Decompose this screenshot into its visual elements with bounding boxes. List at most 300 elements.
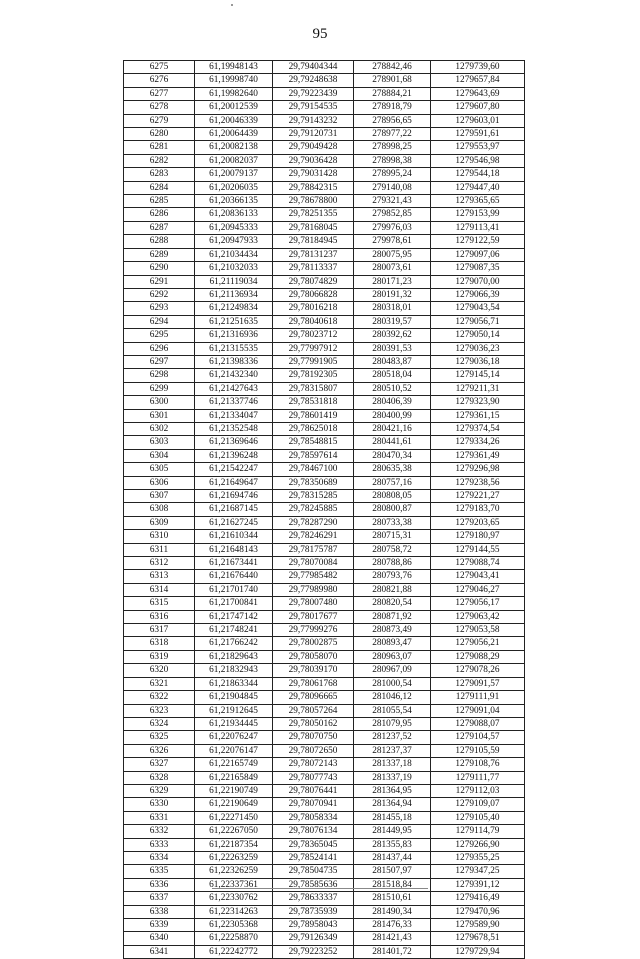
table-cell-lon: 29,79223439 (273, 87, 354, 100)
table-cell-lon: 29,77985482 (273, 570, 354, 583)
table-cell-lat: 61,20366135 (195, 195, 273, 208)
table-cell-lat: 61,21694746 (195, 490, 273, 503)
table-row (124, 557, 525, 570)
table-cell-lat: 61,21829643 (195, 650, 273, 663)
table-cell-x: 281490,34 (354, 905, 431, 918)
table-cell-y: 1279105,59 (431, 744, 525, 757)
table-row (124, 128, 525, 141)
table-cell-y: 1279365,65 (431, 195, 525, 208)
table-cell-point: 6298 (124, 369, 195, 382)
table-cell-point: 6335 (124, 865, 195, 878)
table-cell-lat: 61,21863344 (195, 677, 273, 690)
table-cell-x: 280800,87 (354, 503, 431, 516)
table-cell-y: 1279361,49 (431, 449, 525, 462)
table-cell-lat: 61,20046339 (195, 114, 273, 127)
table-cell-y: 1279043,41 (431, 570, 525, 583)
table-row (124, 463, 525, 476)
table-cell-y: 1279056,71 (431, 315, 525, 328)
table-cell-point: 6338 (124, 905, 195, 918)
table-cell-x: 281355,83 (354, 838, 431, 851)
table-cell-y: 1279091,57 (431, 677, 525, 690)
table-cell-lat: 61,21251635 (195, 315, 273, 328)
table-cell-y: 1279036,18 (431, 355, 525, 368)
table-cell-lon: 29,78625018 (273, 422, 354, 435)
table-cell-lat: 61,22258870 (195, 932, 273, 945)
table-cell-lon: 29,78958043 (273, 919, 354, 932)
table-cell-point: 6332 (124, 825, 195, 838)
table-cell-y: 1279108,76 (431, 758, 525, 771)
table-cell-x: 281518,84 (354, 878, 431, 891)
table-cell-x: 280073,61 (354, 262, 431, 275)
table-cell-lat: 61,22263259 (195, 851, 273, 864)
table-cell-y: 1279203,65 (431, 516, 525, 529)
table-cell-lon: 29,77997912 (273, 342, 354, 355)
table-row (124, 825, 525, 838)
table-cell-lat: 61,22165749 (195, 758, 273, 771)
table-cell-lat: 61,21396248 (195, 449, 273, 462)
table-cell-lon: 29,78524141 (273, 851, 354, 864)
table-cell-x: 281337,18 (354, 758, 431, 771)
table-cell-x: 280793,76 (354, 570, 431, 583)
table-cell-lon: 29,77999276 (273, 624, 354, 637)
table-cell-y: 1279063,42 (431, 610, 525, 623)
table-cell-lat: 61,21542247 (195, 463, 273, 476)
table-cell-point: 6287 (124, 221, 195, 234)
table-cell-lon: 29,78113337 (273, 262, 354, 275)
table-row (124, 597, 525, 610)
table-cell-lat: 61,21369646 (195, 436, 273, 449)
table-row (124, 677, 525, 690)
table-cell-x: 278977,22 (354, 128, 431, 141)
table-row (124, 382, 525, 395)
table-cell-lat: 61,22330762 (195, 892, 273, 905)
table-cell-y: 1279070,00 (431, 275, 525, 288)
table-cell-x: 279978,61 (354, 235, 431, 248)
table-row (124, 664, 525, 677)
table-cell-point: 6304 (124, 449, 195, 462)
table-cell-x: 280075,95 (354, 248, 431, 261)
table-cell-lon: 29,78131237 (273, 248, 354, 261)
table-cell-y: 1279036,23 (431, 342, 525, 355)
table-cell-lat: 61,21136934 (195, 288, 273, 301)
table-cell-point: 6310 (124, 530, 195, 543)
table-cell-point: 6317 (124, 624, 195, 637)
table-cell-y: 1279088,29 (431, 650, 525, 663)
table-cell-x: 280392,62 (354, 329, 431, 342)
table-cell-lat: 61,21352548 (195, 422, 273, 435)
table-cell-point: 6322 (124, 691, 195, 704)
table-row (124, 409, 525, 422)
table-cell-point: 6290 (124, 262, 195, 275)
table-cell-point: 6327 (124, 758, 195, 771)
table-cell-point: 6325 (124, 731, 195, 744)
table-row (124, 181, 525, 194)
table-cell-x: 279852,85 (354, 208, 431, 221)
table-cell-lat: 61,21610344 (195, 530, 273, 543)
table-cell-lat: 61,20206035 (195, 181, 273, 194)
table-cell-lat: 61,21700841 (195, 597, 273, 610)
table-cell-lon: 29,79248638 (273, 74, 354, 87)
table-row (124, 945, 525, 958)
table-cell-lat: 61,20082037 (195, 154, 273, 167)
table-cell-lat: 61,21701740 (195, 583, 273, 596)
table-cell-point: 6289 (124, 248, 195, 261)
table-cell-point: 6333 (124, 838, 195, 851)
table-row (124, 87, 525, 100)
table-cell-point: 6293 (124, 302, 195, 315)
table-cell-x: 281455,18 (354, 811, 431, 824)
table-cell-x: 280821,88 (354, 583, 431, 596)
table-cell-y: 1279183,70 (431, 503, 525, 516)
table-cell-lat: 61,21398336 (195, 355, 273, 368)
table-cell-y: 1279112,03 (431, 784, 525, 797)
table-cell-point: 6315 (124, 597, 195, 610)
table-row (124, 865, 525, 878)
table-cell-lon: 29,78057264 (273, 704, 354, 717)
table-cell-y: 1279416,49 (431, 892, 525, 905)
table-cell-lon: 29,78467100 (273, 463, 354, 476)
table-row (124, 919, 525, 932)
table-row (124, 851, 525, 864)
table-cell-point: 6329 (124, 784, 195, 797)
table-cell-x: 281237,37 (354, 744, 431, 757)
table-cell-lat: 61,21427643 (195, 382, 273, 395)
table-cell-y: 1279334,26 (431, 436, 525, 449)
table-cell-lat: 61,20836133 (195, 208, 273, 221)
table-row (124, 114, 525, 127)
table-cell-lon: 29,78076441 (273, 784, 354, 797)
table-cell-x: 280757,16 (354, 476, 431, 489)
table-cell-lon: 29,77989980 (273, 583, 354, 596)
table-cell-point: 6284 (124, 181, 195, 194)
table-cell-y: 1279544,18 (431, 168, 525, 181)
table-cell-x: 280483,87 (354, 355, 431, 368)
table-cell-x: 280758,72 (354, 543, 431, 556)
table-cell-lon: 29,78601419 (273, 409, 354, 422)
table-cell-x: 281000,54 (354, 677, 431, 690)
table-cell-lat: 61,22305368 (195, 919, 273, 932)
table-cell-x: 278956,65 (354, 114, 431, 127)
table-cell-y: 1279657,84 (431, 74, 525, 87)
table-row (124, 168, 525, 181)
table-row (124, 329, 525, 342)
table-cell-point: 6297 (124, 355, 195, 368)
table-cell-x: 280635,38 (354, 463, 431, 476)
table-cell-lon: 29,78548815 (273, 436, 354, 449)
table-cell-lat: 61,21337746 (195, 396, 273, 409)
table-row (124, 302, 525, 315)
table-cell-y: 1279447,40 (431, 181, 525, 194)
table-cell-y: 1279046,27 (431, 583, 525, 596)
table-cell-point: 6286 (124, 208, 195, 221)
table-cell-y: 1279144,55 (431, 543, 525, 556)
table-row (124, 583, 525, 596)
table-cell-point: 6340 (124, 932, 195, 945)
table-cell-y: 1279678,51 (431, 932, 525, 945)
table-cell-x: 280470,34 (354, 449, 431, 462)
table-cell-x: 280191,32 (354, 288, 431, 301)
table-cell-lon: 29,79126349 (273, 932, 354, 945)
table-cell-lon: 29,78735939 (273, 905, 354, 918)
table-cell-point: 6282 (124, 154, 195, 167)
table-cell-x: 280963,07 (354, 650, 431, 663)
table-cell-x: 280893,47 (354, 637, 431, 650)
table-cell-lat: 61,22190649 (195, 798, 273, 811)
table-row (124, 637, 525, 650)
table-cell-lon: 29,78016218 (273, 302, 354, 315)
table-cell-lat: 61,21315535 (195, 342, 273, 355)
table-cell-y: 1279643,69 (431, 87, 525, 100)
table-cell-y: 1279739,60 (431, 61, 525, 74)
table-cell-point: 6279 (124, 114, 195, 127)
table-cell-point: 6303 (124, 436, 195, 449)
coordinates-table (123, 60, 525, 959)
table-row (124, 195, 525, 208)
table-cell-lon: 29,78007480 (273, 597, 354, 610)
table-cell-lon: 29,78050162 (273, 717, 354, 730)
table-cell-x: 280318,01 (354, 302, 431, 315)
table-cell-point: 6299 (124, 382, 195, 395)
scan-speck (231, 4, 233, 6)
table-cell-point: 6292 (124, 288, 195, 301)
table-row (124, 784, 525, 797)
table-cell-x: 279321,43 (354, 195, 431, 208)
table-cell-point: 6321 (124, 677, 195, 690)
table-row (124, 490, 525, 503)
table-row (124, 275, 525, 288)
table-cell-y: 1279391,12 (431, 878, 525, 891)
table-row (124, 691, 525, 704)
table-cell-y: 1279347,25 (431, 865, 525, 878)
table-cell-x: 278884,21 (354, 87, 431, 100)
table-cell-lat: 61,21316936 (195, 329, 273, 342)
table-cell-lat: 61,22314263 (195, 905, 273, 918)
table-row (124, 61, 525, 74)
table-cell-lat: 61,22242772 (195, 945, 273, 958)
table-cell-lat: 61,21432340 (195, 369, 273, 382)
table-cell-x: 280171,23 (354, 275, 431, 288)
table-cell-lon: 29,78039170 (273, 664, 354, 677)
table-cell-y: 1279114,79 (431, 825, 525, 838)
table-row (124, 74, 525, 87)
table-row (124, 101, 525, 114)
table-cell-lat: 61,20064439 (195, 128, 273, 141)
table-cell-x: 281364,95 (354, 784, 431, 797)
table-cell-x: 281476,33 (354, 919, 431, 932)
table-cell-lat: 61,21934445 (195, 717, 273, 730)
table-cell-lon: 29,78245885 (273, 503, 354, 516)
table-cell-x: 280808,05 (354, 490, 431, 503)
table-cell-x: 278995,24 (354, 168, 431, 181)
table-cell-lon: 29,78246291 (273, 530, 354, 543)
table-cell-point: 6305 (124, 463, 195, 476)
table-cell-lat: 61,21032033 (195, 262, 273, 275)
table-cell-lon: 29,78002875 (273, 637, 354, 650)
table-cell-x: 280406,39 (354, 396, 431, 409)
table-cell-lon: 29,78597614 (273, 449, 354, 462)
table-row (124, 932, 525, 945)
table-cell-x: 280820,54 (354, 597, 431, 610)
table-row (124, 878, 525, 891)
table-cell-x: 281055,54 (354, 704, 431, 717)
table-row (124, 248, 525, 261)
table-cell-lat: 61,21119034 (195, 275, 273, 288)
table-cell-point: 6339 (124, 919, 195, 932)
table-cell-point: 6301 (124, 409, 195, 422)
footer-rule (212, 888, 428, 889)
table-cell-lat: 61,20012539 (195, 101, 273, 114)
table-row (124, 798, 525, 811)
table-cell-x: 278901,68 (354, 74, 431, 87)
table-cell-point: 6313 (124, 570, 195, 583)
table-cell-lon: 29,78633337 (273, 892, 354, 905)
table-cell-lat: 61,22326259 (195, 865, 273, 878)
table-row (124, 731, 525, 744)
table-row (124, 838, 525, 851)
table-cell-y: 1279111,91 (431, 691, 525, 704)
table-row (124, 369, 525, 382)
table-cell-y: 1279043,54 (431, 302, 525, 315)
table-cell-y: 1279266,90 (431, 838, 525, 851)
table-cell-point: 6326 (124, 744, 195, 757)
table-cell-point: 6291 (124, 275, 195, 288)
table-cell-lon: 29,78350689 (273, 476, 354, 489)
table-row (124, 570, 525, 583)
table-cell-point: 6306 (124, 476, 195, 489)
table-cell-y: 1279104,57 (431, 731, 525, 744)
table-cell-lon: 29,78192305 (273, 369, 354, 382)
table-cell-point: 6300 (124, 396, 195, 409)
table-cell-x: 280518,04 (354, 369, 431, 382)
table-row (124, 315, 525, 328)
table-cell-lat: 61,22190749 (195, 784, 273, 797)
table-cell-x: 281507,97 (354, 865, 431, 878)
table-cell-point: 6278 (124, 101, 195, 114)
table-row (124, 422, 525, 435)
table-cell-point: 6307 (124, 490, 195, 503)
table-cell-lon: 29,78168045 (273, 221, 354, 234)
table-cell-y: 1279296,98 (431, 463, 525, 476)
table-cell-x: 281079,95 (354, 717, 431, 730)
table-cell-y: 1279211,31 (431, 382, 525, 395)
table-cell-point: 6277 (124, 87, 195, 100)
table-cell-y: 1279607,80 (431, 101, 525, 114)
table-cell-lon: 29,78058334 (273, 811, 354, 824)
table-cell-lat: 61,19982640 (195, 87, 273, 100)
table-cell-y: 1279109,07 (431, 798, 525, 811)
table-cell-lat: 61,21034434 (195, 248, 273, 261)
table-cell-x: 279140,08 (354, 181, 431, 194)
table-cell-x: 281449,95 (354, 825, 431, 838)
table-cell-x: 280391,53 (354, 342, 431, 355)
table-cell-y: 1279361,15 (431, 409, 525, 422)
table-cell-y: 1279111,77 (431, 771, 525, 784)
table-cell-lat: 61,22267050 (195, 825, 273, 838)
table-cell-lon: 29,78074829 (273, 275, 354, 288)
table-cell-point: 6341 (124, 945, 195, 958)
table-cell-point: 6294 (124, 315, 195, 328)
table-cell-y: 1279591,61 (431, 128, 525, 141)
table-cell-y: 1279470,96 (431, 905, 525, 918)
table-row (124, 235, 525, 248)
table-cell-x: 281421,43 (354, 932, 431, 945)
table-cell-y: 1279105,40 (431, 811, 525, 824)
table-cell-lat: 61,19998740 (195, 74, 273, 87)
table-cell-lon: 29,78072143 (273, 758, 354, 771)
table-cell-point: 6275 (124, 61, 195, 74)
table-cell-lat: 61,21832943 (195, 664, 273, 677)
table-cell-point: 6323 (124, 704, 195, 717)
table-cell-x: 280510,52 (354, 382, 431, 395)
table-cell-lon: 29,78096665 (273, 691, 354, 704)
table-cell-y: 1279180,97 (431, 530, 525, 543)
table-cell-y: 1279113,41 (431, 221, 525, 234)
table-cell-y: 1279238,56 (431, 476, 525, 489)
table-cell-y: 1279053,58 (431, 624, 525, 637)
table-cell-y: 1279066,39 (431, 288, 525, 301)
table-cell-lon: 29,79404344 (273, 61, 354, 74)
table-cell-point: 6320 (124, 664, 195, 677)
table-row (124, 342, 525, 355)
table-cell-lat: 61,22187354 (195, 838, 273, 851)
table-cell-point: 6312 (124, 557, 195, 570)
table-cell-lon: 29,79031428 (273, 168, 354, 181)
table-row (124, 436, 525, 449)
table-cell-y: 1279056,17 (431, 597, 525, 610)
table-cell-lon: 29,79049428 (273, 141, 354, 154)
table-cell-y: 1279122,59 (431, 235, 525, 248)
table-row (124, 650, 525, 663)
table-cell-x: 279976,03 (354, 221, 431, 234)
table-cell-y: 1279374,54 (431, 422, 525, 435)
table-row (124, 530, 525, 543)
table-cell-point: 6288 (124, 235, 195, 248)
table-cell-point: 6281 (124, 141, 195, 154)
table-cell-x: 280871,92 (354, 610, 431, 623)
table-cell-lon: 29,78066828 (273, 288, 354, 301)
table-cell-lon: 29,78504735 (273, 865, 354, 878)
table-row (124, 610, 525, 623)
table-cell-point: 6330 (124, 798, 195, 811)
table-cell-lat: 61,20945333 (195, 221, 273, 234)
table-body (124, 61, 525, 959)
table-row (124, 476, 525, 489)
table-cell-y: 1279091,04 (431, 704, 525, 717)
table-cell-x: 280400,99 (354, 409, 431, 422)
table-cell-y: 1279078,26 (431, 664, 525, 677)
table-cell-lon: 29,78061768 (273, 677, 354, 690)
table-cell-point: 6316 (124, 610, 195, 623)
table-cell-lat: 61,21676440 (195, 570, 273, 583)
table-cell-lat: 61,22337361 (195, 878, 273, 891)
table-cell-x: 280873,49 (354, 624, 431, 637)
table-cell-lon: 29,78842315 (273, 181, 354, 194)
table-row (124, 141, 525, 154)
table-row (124, 449, 525, 462)
table-cell-y: 1279153,99 (431, 208, 525, 221)
table-row (124, 704, 525, 717)
table-cell-lon: 29,78184945 (273, 235, 354, 248)
table-row (124, 905, 525, 918)
table-cell-x: 280733,38 (354, 516, 431, 529)
table-cell-x: 281337,19 (354, 771, 431, 784)
table-cell-point: 6308 (124, 503, 195, 516)
table-cell-lat: 61,21649647 (195, 476, 273, 489)
table-cell-point: 6296 (124, 342, 195, 355)
table-cell-lon: 29,78076134 (273, 825, 354, 838)
table-cell-x: 281401,72 (354, 945, 431, 958)
table-cell-lon: 29,78072650 (273, 744, 354, 757)
